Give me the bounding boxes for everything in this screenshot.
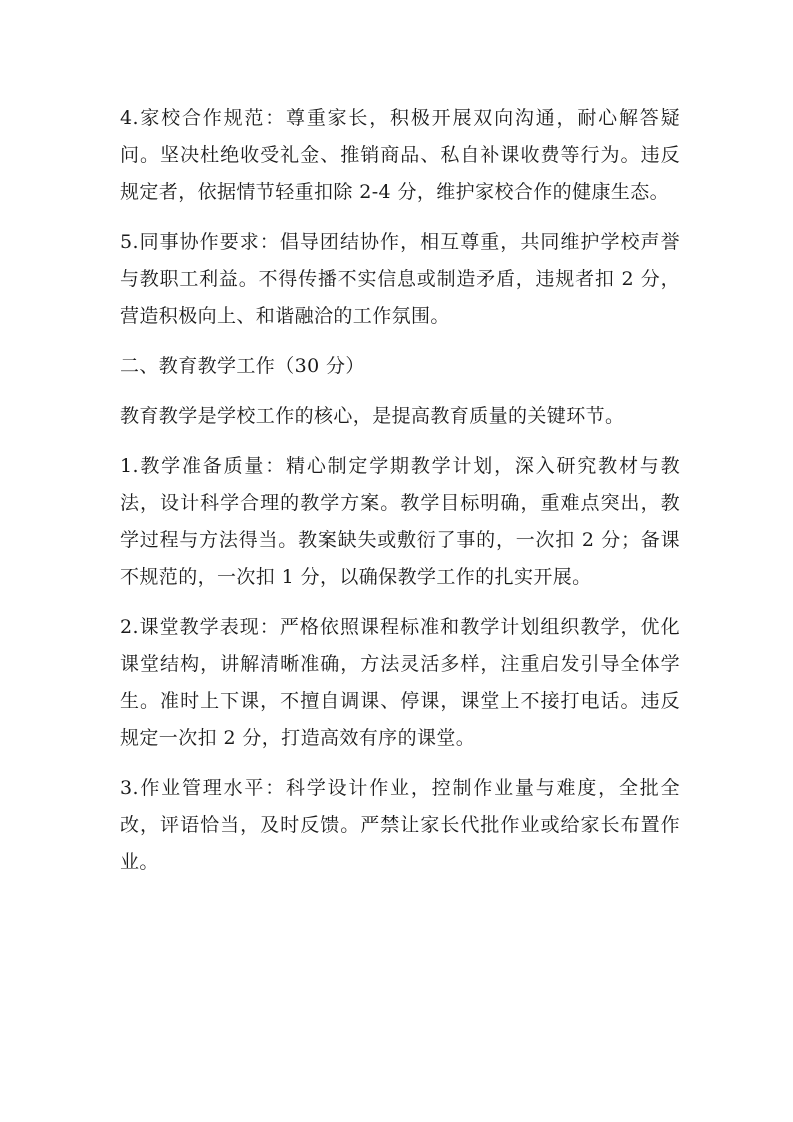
paragraph-teaching-intro: 教育教学是学校工作的核心，是提高教育质量的关键环节。	[120, 405, 625, 427]
paragraph-homework-management: 3.作业管理水平：科学设计作业，控制作业量与难度，全批全改，评语恰当，及时反馈。严禁让家长代批作业或给家长布置作业。	[120, 777, 680, 873]
section-heading-teaching-work: 二、教育教学工作（30 分）	[120, 355, 365, 377]
paragraph-colleague-collaboration: 5.同事协作要求：倡导团结协作，相互尊重，共同维护学校声誉与教职工利益。不得传播不实信息或制造矛盾，违规者扣 2 分，营造积极向上、和谐融洽的工作氛围。	[120, 231, 680, 327]
paragraph-home-school-cooperation: 4.家校合作规范：尊重家长，积极开展双向沟通，耐心解答疑问。坚决杜绝收受礼金、推销商品、私自补课收费等行为。违反规定者，依据情节轻重扣除 2-4 分，维护家校合作的健康生态。	[120, 107, 680, 203]
paragraph-teaching-preparation: 1.教学准备质量：精心制定学期教学计划，深入研究教材与教法，设计科学合理的教学方案。教学目标明确，重难点突出，教学过程与方法得当。教案缺失或敷衍了事的，一次扣 2 分；备课不规范的，一次扣 1 分，以确保教学工作的扎实开展。	[120, 455, 680, 588]
document-page	[120, 100, 680, 894]
paragraph-classroom-teaching: 2.课堂教学表现：严格依照课程标准和教学计划组织教学，优化课堂结构，讲解清晰准确，方法灵活多样，注重启发引导全体学生。准时上下课，不擅自调课、停课，课堂上不接打电话。违反规定一次扣 2 分，打造高效有序的课堂。	[120, 616, 680, 749]
